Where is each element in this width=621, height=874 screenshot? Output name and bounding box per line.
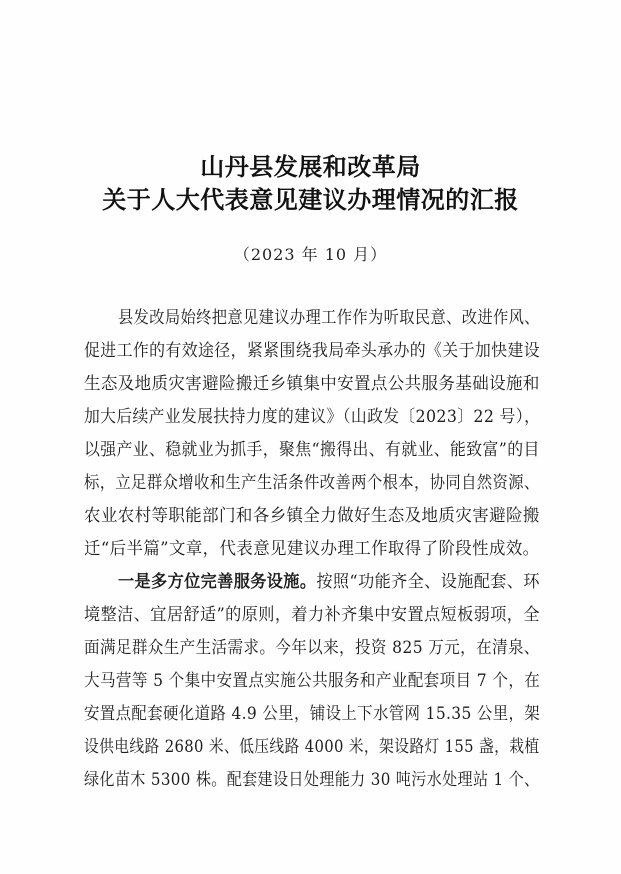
section-heading: 一是多方位完善服务设施。 — [118, 572, 317, 592]
paragraph-1-line: 生态及地质灾害避险搬迁乡镇集中安置点公共服务基础设施和 — [84, 374, 540, 394]
paragraph-2-first-line — [118, 572, 540, 592]
paragraph-2-line: 绿化苗木 5300 株。配套建设日处理能力 30 吨污水处理站 1 个、 — [84, 770, 540, 790]
paragraph-2-line: 面满足群众生产生活需求。今年以来，投资 825 万元，在清泉、 — [84, 638, 540, 658]
paragraph-2-first-line-text: 按照“功能齐全、设施配套、环 — [316, 572, 540, 592]
paragraph-1-line: 促进工作的有效途径，紧紧围绕我局牵头承办的《关于加快建设 — [84, 341, 541, 361]
paragraph-1-line: 县发改局始终把意见建议办理工作作为听取民意、改进作风、 — [118, 308, 540, 328]
paragraph-2-line: 安置点配套硬化道路 4.9 公里，铺设上下水管网 15.35 公里，架 — [84, 704, 541, 724]
paragraph-1-line: 农业农村等职能部门和各乡镇全力做好生态及地质灾害避险搬 — [84, 506, 540, 526]
paragraph-2-line: 境整洁、宜居舒适”的原则，着力补齐集中安置点短板弱项，全 — [84, 605, 540, 625]
paragraph-1-line: 以强产业、稳就业为抓手，聚焦“搬得出、有就业、能致富”的目 — [84, 440, 540, 460]
paragraph-1-line: 迁“后半篇”文章，代表意见建议办理工作取得了阶段性成效。 — [84, 539, 540, 559]
paragraph-2-line: 大马营等 5 个集中安置点实施公共服务和产业配套项目 7 个，在 — [84, 671, 541, 691]
paragraph-2-line: 设供电线路 2680 米、低压线路 4000 米，架设路灯 155 盏，栽植 — [84, 737, 540, 757]
document-title-line-2: 关于人大代表意见建议办理情况的汇报 — [102, 185, 519, 214]
document-title-line-1: 山丹县发展和改革局 — [200, 152, 421, 181]
document-date: （2023 年 10 月） — [233, 245, 388, 264]
paragraph-1-line: 标，立足群众增收和生产生活条件改善两个根本，协同自然资源、 — [84, 473, 540, 493]
paragraph-1-line: 加大后续产业发展扶持力度的建议》（山政发〔2023〕22 号）， — [84, 407, 541, 427]
